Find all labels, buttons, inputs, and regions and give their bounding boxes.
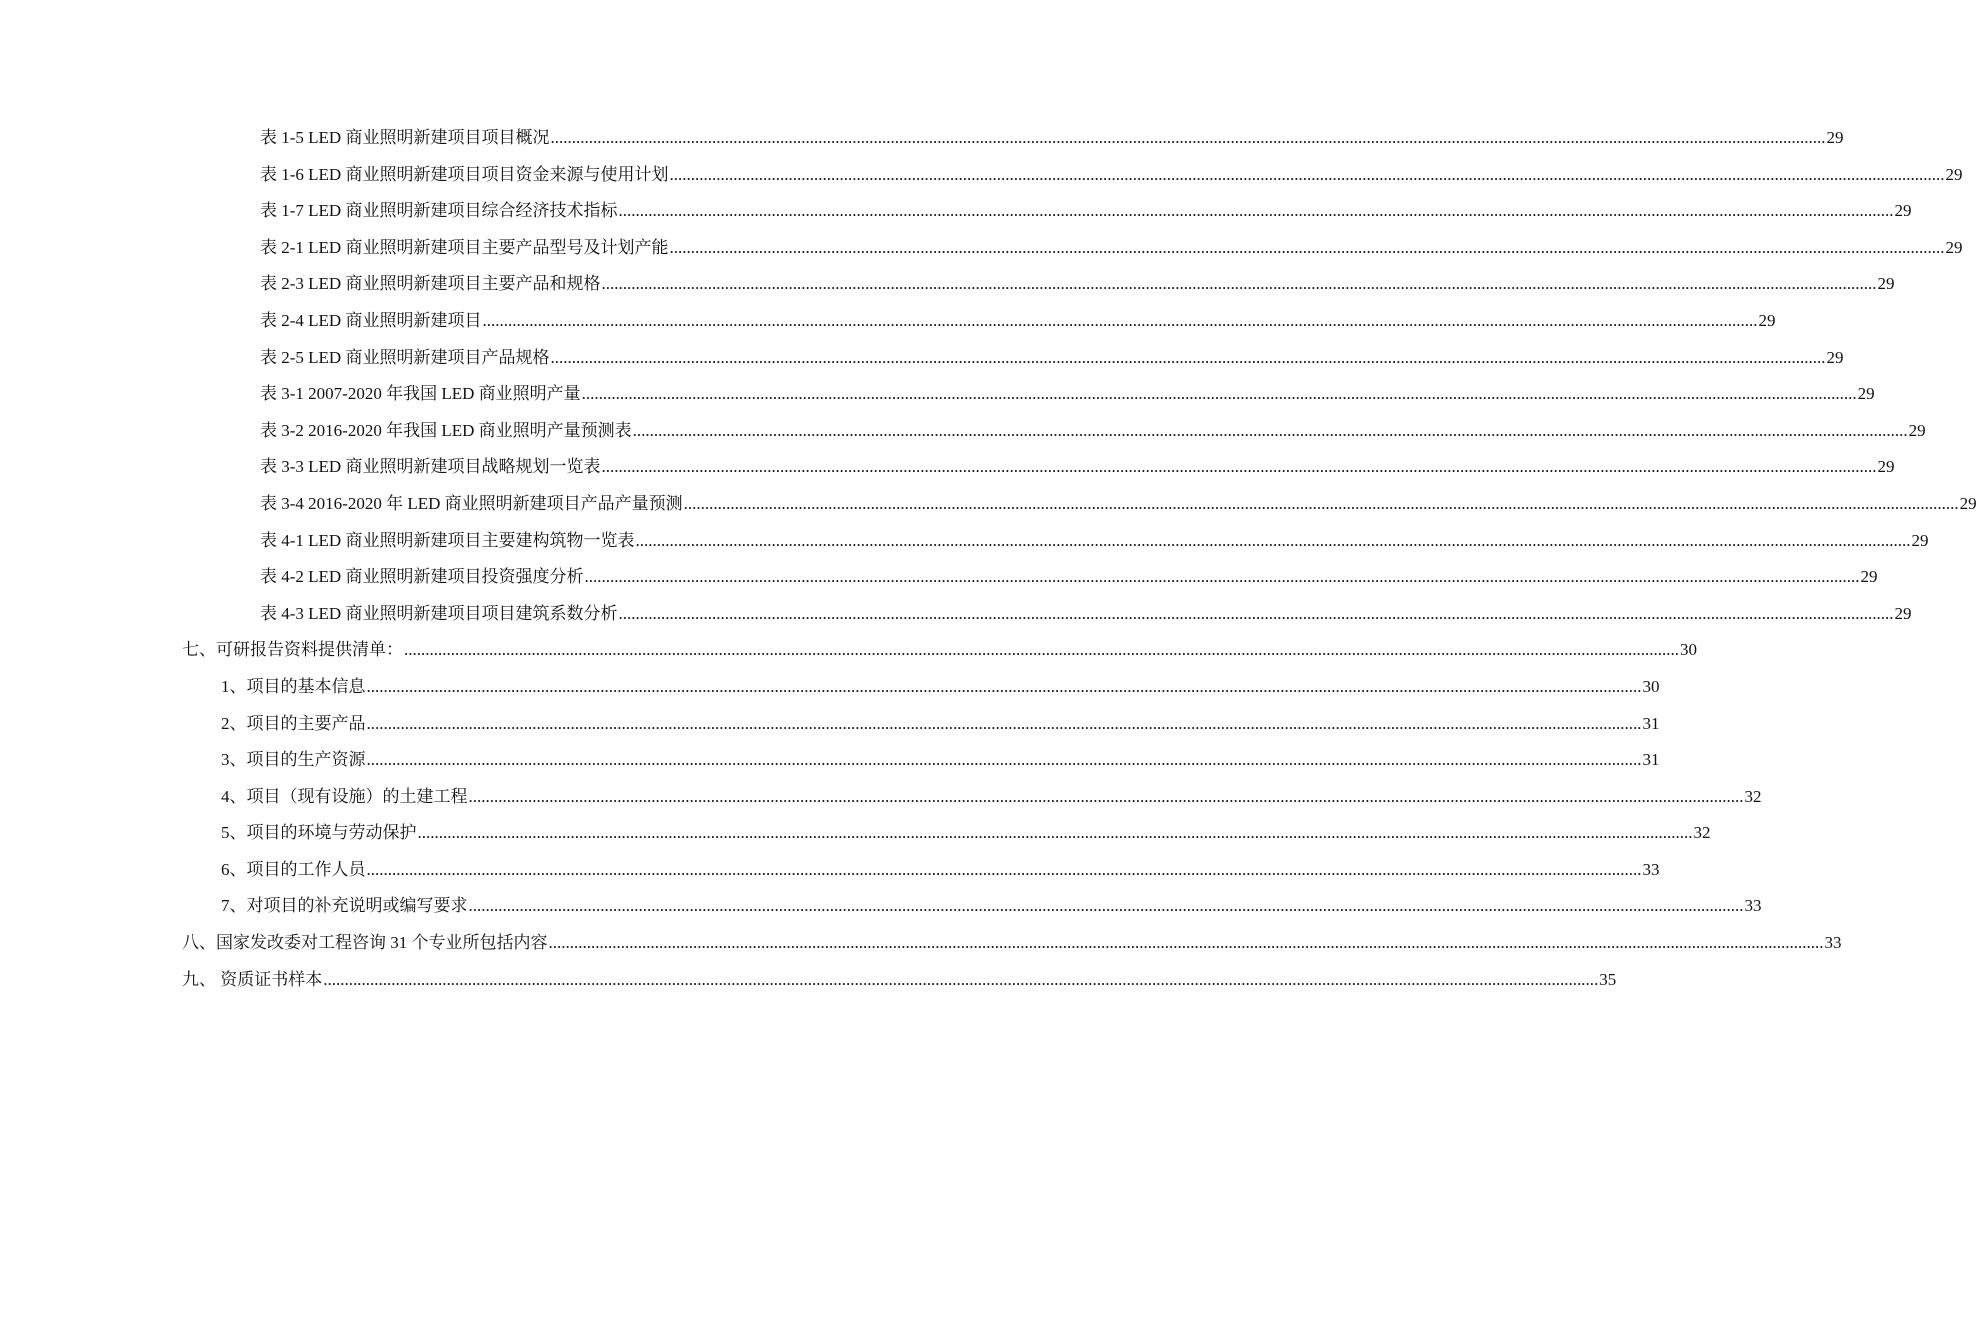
toc-entry[interactable] [182, 815, 1711, 852]
toc-entry-title: 7、对项目的补充说明或编写要求 [221, 896, 468, 916]
toc-entry-page-number: 29 [1877, 457, 1895, 477]
toc-entry-title: 3、项目的生产资源 [221, 750, 366, 770]
toc-dot-leader: ............................................................................................................................................................................................................................................................................................................ [323, 969, 1599, 989]
toc-entry[interactable] [182, 157, 1963, 194]
toc-entry[interactable] [182, 266, 1895, 303]
toc-entry-page-number: 29 [1908, 420, 1926, 440]
toc-entry[interactable] [182, 486, 1977, 523]
toc-entry-title: 4、项目（现有设施）的土建工程 [221, 786, 468, 806]
toc-entry-page-number: 29 [1945, 237, 1963, 257]
toc-entry[interactable] [182, 523, 1929, 560]
toc-entry-page-number: 29 [1826, 128, 1844, 147]
toc-dot-leader: ............................................................................................................................................................................................................................................................................................................ [468, 896, 1744, 916]
toc-entry[interactable] [182, 742, 1660, 779]
toc-dot-leader: ............................................................................................................................................................................................................................................................................................................ [550, 347, 1826, 367]
toc-entry-title: 表 1-7 LED 商业照明新建项目综合经济技术指标 [260, 201, 618, 221]
toc-entry-page-number: 29 [1911, 530, 1929, 550]
toc-entry-title: 表 3-4 2016-2020 年 LED 商业照明新建项目产品产量预测 [260, 493, 683, 513]
toc-entry-page-number: 33 [1744, 896, 1762, 916]
toc-entry[interactable] [182, 925, 1842, 962]
toc-entry-page-number: 35 [1599, 969, 1617, 989]
toc-entry[interactable] [182, 376, 1875, 413]
toc-dot-leader: ............................................................................................................................................................................................................................................................................................................ [468, 786, 1744, 806]
toc-entry[interactable] [182, 632, 1697, 669]
toc-entry-page-number: 29 [1857, 384, 1875, 404]
toc-entry-title: 七、可研报告资料提供清单： [182, 640, 403, 660]
toc-entry-title: 表 3-1 2007-2020 年我国 LED 商业照明产量 [260, 384, 581, 404]
toc-entry-title: 2、项目的主要产品 [221, 713, 366, 733]
toc-entry-page-number: 32 [1693, 823, 1711, 843]
toc-entry[interactable] [182, 779, 1762, 816]
toc-entry-title: 表 3-2 2016-2020 年我国 LED 商业照明产量预测表 [260, 420, 632, 440]
toc-entry-title: 表 4-3 LED 商业照明新建项目项目建筑系数分析 [260, 603, 618, 623]
toc-dot-leader: ............................................................................................................................................................................................................................................................................................................ [482, 310, 1758, 330]
toc-dot-leader: ............................................................................................................................................................................................................................................................................................................ [618, 603, 1894, 623]
toc-dot-leader: ............................................................................................................................................................................................................................................................................................................ [366, 859, 1642, 879]
toc-entry-page-number: 30 [1642, 676, 1660, 696]
toc-entry[interactable] [182, 596, 1912, 633]
toc-entry-title: 八、国家发改委对工程咨询 31 个专业所包括内容 [182, 933, 548, 953]
toc-entry[interactable] [182, 230, 1963, 267]
toc-entry[interactable] [182, 888, 1762, 925]
toc-entry[interactable] [182, 559, 1878, 596]
toc-entry-page-number: 33 [1642, 859, 1660, 879]
toc-entry-title: 1、项目的基本信息 [221, 676, 366, 696]
toc-entry[interactable] [182, 706, 1660, 743]
toc-entry-title: 表 4-1 LED 商业照明新建项目主要建构筑物一览表 [260, 530, 635, 550]
toc-dot-leader: ............................................................................................................................................................................................................................................................................................................ [417, 823, 1693, 843]
toc-entry-page-number: 29 [1894, 201, 1912, 221]
toc-entry[interactable] [182, 120, 1844, 157]
toc-dot-leader: ............................................................................................................................................................................................................................................................................................................ [584, 567, 1860, 587]
toc-entry-page-number: 29 [1894, 603, 1912, 623]
toc-dot-leader: ............................................................................................................................................................................................................................................................................................................ [635, 530, 1911, 550]
toc-dot-leader: ............................................................................................................................................................................................................................................................................................................ [632, 420, 1908, 440]
toc-dot-leader: ............................................................................................................................................................................................................................................................................................................ [669, 164, 1945, 184]
toc-entry-page-number: 29 [1758, 310, 1776, 330]
toc-entry[interactable] [182, 669, 1660, 706]
table-of-contents [182, 120, 1977, 998]
toc-entry-title: 表 2-3 LED 商业照明新建项目主要产品和规格 [260, 274, 601, 294]
toc-entry-title: 九、 资质证书样本 [182, 969, 323, 989]
toc-entry-title: 表 2-5 LED 商业照明新建项目产品规格 [260, 347, 550, 367]
toc-entry-title: 表 1-6 LED 商业照明新建项目项目资金来源与使用计划 [260, 164, 669, 184]
toc-entry-title: 表 4-2 LED 商业照明新建项目投资强度分析 [260, 567, 584, 587]
toc-entry[interactable] [182, 852, 1660, 889]
toc-dot-leader: ............................................................................................................................................................................................................................................................................................................ [548, 933, 1824, 953]
toc-entry-title: 表 1-5 LED 商业照明新建项目项目概况 [260, 128, 550, 147]
toc-entry-page-number: 31 [1642, 750, 1660, 770]
toc-entry-title: 表 3-3 LED 商业照明新建项目战略规划一览表 [260, 457, 601, 477]
toc-entry-page-number: 29 [1959, 493, 1977, 513]
toc-entry[interactable] [182, 413, 1926, 450]
toc-entry[interactable] [182, 303, 1776, 340]
toc-entry-page-number: 29 [1826, 347, 1844, 367]
toc-dot-leader: ............................................................................................................................................................................................................................................................................................................ [404, 640, 1679, 660]
toc-entry-page-number: 32 [1744, 786, 1762, 806]
toc-dot-leader: ............................................................................................................................................................................................................................................................................................................ [581, 384, 1857, 404]
toc-entry[interactable] [182, 449, 1895, 486]
toc-entry[interactable] [182, 962, 1617, 999]
toc-dot-leader: ............................................................................................................................................................................................................................................................................................................ [669, 237, 1945, 257]
toc-entry-page-number: 29 [1860, 567, 1878, 587]
toc-dot-leader: ............................................................................................................................................................................................................................................................................................................ [683, 493, 1959, 513]
toc-dot-leader: ............................................................................................................................................................................................................................................................................................................ [601, 457, 1877, 477]
toc-dot-leader: ............................................................................................................................................................................................................................................................................................................ [550, 128, 1826, 147]
toc-entry-title: 表 2-4 LED 商业照明新建项目 [260, 310, 482, 330]
toc-entry-page-number: 31 [1642, 713, 1660, 733]
toc-entry[interactable] [182, 193, 1912, 230]
toc-entry-page-number: 29 [1877, 274, 1895, 294]
toc-dot-leader: ............................................................................................................................................................................................................................................................................................................ [601, 274, 1877, 294]
toc-entry-title: 5、项目的环境与劳动保护 [221, 823, 417, 843]
toc-entry-page-number: 30 [1680, 640, 1697, 660]
toc-dot-leader: ............................................................................................................................................................................................................................................................................................................ [618, 201, 1894, 221]
toc-entry-page-number: 33 [1824, 933, 1842, 953]
toc-entry-page-number: 29 [1945, 164, 1963, 184]
toc-entry-title: 表 2-1 LED 商业照明新建项目主要产品型号及计划产能 [260, 237, 669, 257]
toc-dot-leader: ............................................................................................................................................................................................................................................................................................................ [366, 676, 1642, 696]
toc-dot-leader: ............................................................................................................................................................................................................................................................................................................ [366, 713, 1642, 733]
toc-dot-leader: ............................................................................................................................................................................................................................................................................................................ [366, 750, 1642, 770]
toc-entry[interactable] [182, 340, 1844, 377]
toc-entry-title: 6、项目的工作人员 [221, 859, 366, 879]
